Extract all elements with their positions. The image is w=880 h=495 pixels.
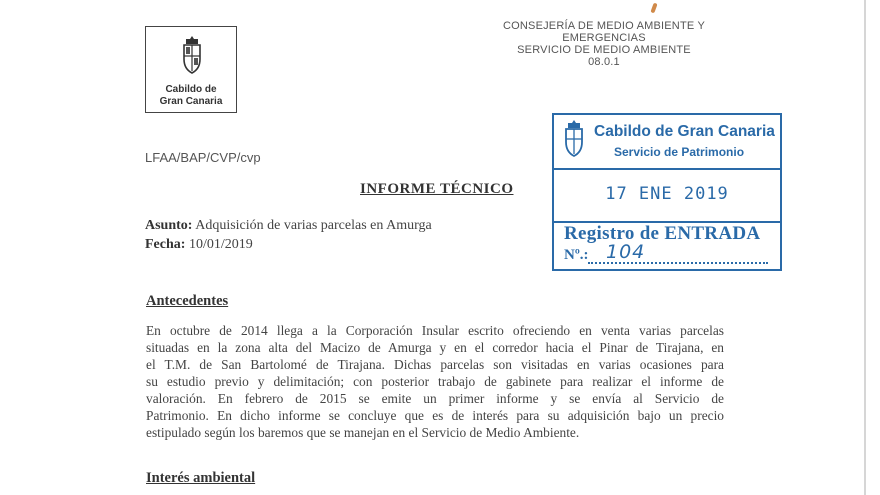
crest-icon <box>179 35 205 79</box>
subject-line <box>145 218 432 234</box>
paragraph-line: su estudio previo y delimitación; con posterior trabajo de gabinete para realizar el informe de <box>146 374 724 389</box>
subject-value: Adquisición de varias parcelas en Amurga <box>195 218 432 233</box>
date-label: Fecha: <box>145 237 186 252</box>
section-heading-antecedentes: Antecedentes <box>146 293 229 309</box>
stamp-number-value: 104 <box>606 241 646 263</box>
document-title: INFORME TÉCNICO <box>360 181 514 197</box>
section-paragraph-antecedentes <box>146 322 724 441</box>
paragraph-line: el T.M. de San Bartolomé de Tirajana. Dichas parcelas son visitadas en varias ocasiones para <box>146 357 724 372</box>
ink-mark <box>650 3 657 14</box>
stamp-date: 17 ENE 2019 <box>605 184 729 204</box>
date-line <box>145 237 253 253</box>
paragraph-line: En octubre de 2014 llega a la Corporación Insular escrito ofreciendo en venta varias parcelas <box>146 323 724 338</box>
department-line: CONSEJERÍA DE MEDIO AMBIENTE Y <box>502 20 705 32</box>
stamp-number-label: Nº.: <box>564 247 589 263</box>
department-line: EMERGENCIAS <box>562 32 646 44</box>
stamp-header <box>554 115 780 170</box>
cabildo-logo <box>145 26 237 113</box>
paragraph-line: valoración. En febrero de 2015 se emite un primer informe y se envía al Servicio de <box>146 391 724 406</box>
paragraph-line: Patrimonio. En dicho informe se concluye que es de interés para su adquisición bajo un precio <box>146 408 724 423</box>
stamp-number-line <box>588 262 768 264</box>
department-code: 08.0.1 <box>588 56 620 68</box>
stamp-date-row <box>554 168 780 223</box>
subject-label: Asunto: <box>145 218 193 233</box>
stamp-register-label: Registro de ENTRADA <box>564 223 761 244</box>
paragraph-line: estipulado según los baremos que se manejan en el Servicio de Medio Ambiente. <box>146 425 580 440</box>
department-header <box>478 20 730 68</box>
logo-text-line2: Gran Canaria <box>159 96 223 107</box>
section-heading-interes-ambiental: Interés ambiental <box>146 470 256 486</box>
registry-stamp <box>552 113 782 271</box>
department-line: SERVICIO DE MEDIO AMBIENTE <box>517 44 691 56</box>
stamp-service: Servicio de Patrimonio <box>614 145 745 159</box>
logo-text-line1: Cabildo de <box>165 84 217 95</box>
page-edge <box>864 0 866 495</box>
date-value: 10/01/2019 <box>188 237 253 252</box>
stamp-crest-icon <box>562 119 586 161</box>
paragraph-line: situadas en la zona alta del Macizo de Amurga y en el corredor hacia el Pinar de Tirajana, en <box>146 340 724 355</box>
stamp-organization: Cabildo de Gran Canaria <box>594 123 775 140</box>
document-reference: LFAA/BAP/CVP/cvp <box>145 150 261 165</box>
